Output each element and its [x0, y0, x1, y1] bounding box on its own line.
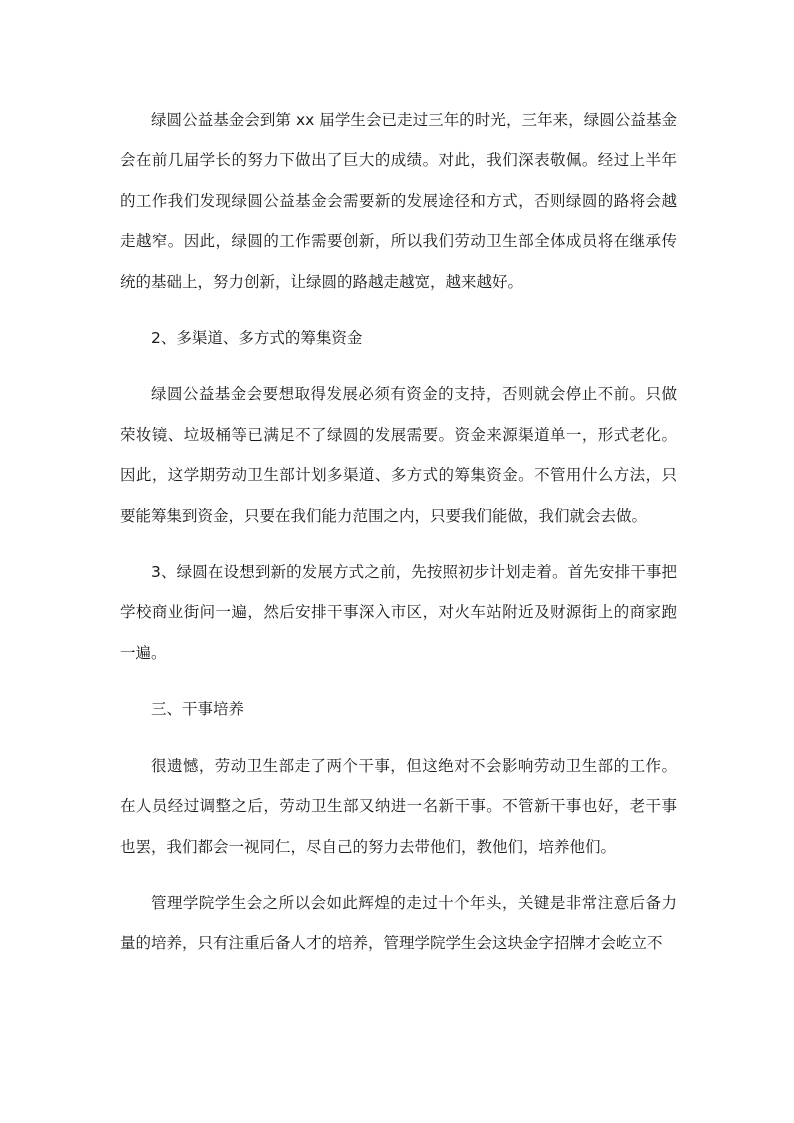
paragraph-staff-change: 很遗憾，劳动卫生部走了两个干事，但这绝对不会影响劳动卫生部的工作。在人员经过调整之后，劳动卫生部又纳进一名新干事。不管新干事也好，老干事也罢，我们都会一视同仁，尽自己的努力去带他们，教他们，培养他们。 — [120, 756, 677, 856]
heading-fundraising: 2、多渠道、多方式的筹集资金 — [151, 329, 363, 348]
paragraph-initial-plan: 3、绿圆在设想到新的发展方式之前，先按照初步计划走着。首先安排干事把学校商业街问一遍，然后安排干事深入市区，对火车站附近及财源街上的商家跑一遍。 — [120, 563, 677, 662]
paragraph-reserve-talent: 管理学院学生会之所以会如此辉煌的走过十个年头，关键是非常注意后备力量的培养，只有注重后备人才的培养，管理学院学生会这块金字招牌才会屹立不 — [120, 893, 677, 953]
heading-staff-training: 三、干事培养 — [151, 700, 245, 719]
document-body — [120, 100, 677, 964]
paragraph-lvyuan-history: 绿圆公益基金会到第 xx 届学生会已走过三年的时光，三年来，绿圆公益基金会在前几届学长的努力下做出了巨大的成绩。对此，我们深表敬佩。经过上半年的工作我们发现绿圆公益基金会需要新的发展途径和方式，否则绿圆的路将会越走越窄。因此，绿圆的工作需要创新，所以我们劳动卫生部全体成员将在继承传统的基础上，努力创新，让绿圆的路越走越宽，越来越好。 — [120, 111, 677, 291]
paragraph-fundraising: 绿圆公益基金会要想取得发展必须有资金的支持，否则就会停止不前。只做荣妆镜、垃圾桶等已满足不了绿圆的发展需要。资金来源渠道单一，形式老化。因此，这学期劳动卫生部计划多渠道、多方式的筹集资金。不管用什么方法，只要能筹集到资金，只要在我们能力范围之内，只要我们能做，我们就会去做。 — [120, 385, 677, 525]
